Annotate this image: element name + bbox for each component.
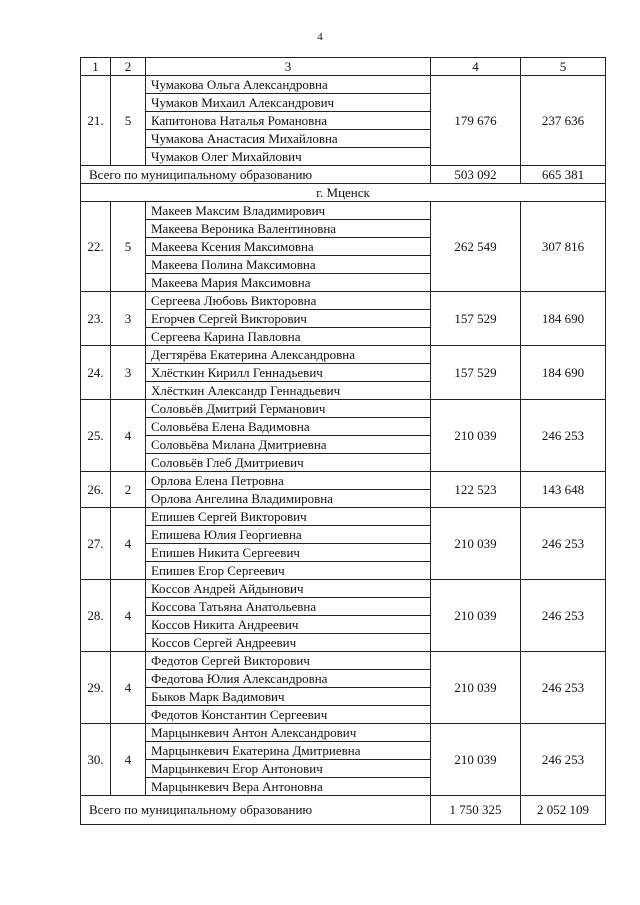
row-number: 27. [81, 508, 111, 580]
person-name: Чумаков Михаил Александрович [146, 94, 431, 112]
amount-col-4: 210 039 [431, 508, 521, 580]
table-row [81, 508, 606, 526]
person-name: Соловьёв Дмитрий Германович [146, 400, 431, 418]
table-row [81, 652, 606, 670]
row-number: 26. [81, 472, 111, 508]
person-name: Чумаков Олег Михайлович [146, 148, 431, 166]
table-row [81, 346, 606, 364]
table-body-main [81, 202, 606, 796]
row-number: 28. [81, 580, 111, 652]
table-body-totals [81, 166, 606, 202]
table-row [81, 580, 606, 598]
header-row [81, 58, 606, 76]
person-name: Коссов Сергей Андреевич [146, 634, 431, 652]
family-size: 4 [111, 724, 146, 796]
person-name: Орлова Елена Петровна [146, 472, 431, 490]
amount-col-5: 246 253 [521, 580, 606, 652]
final-total-value-5: 2 052 109 [521, 796, 606, 825]
person-name: Сергеева Карина Павловна [146, 328, 431, 346]
amount-col-5: 246 253 [521, 652, 606, 724]
amount-col-4: 122 523 [431, 472, 521, 508]
person-name: Федотова Юлия Александровна [146, 670, 431, 688]
table-body-before [81, 76, 606, 166]
amount-col-5: 246 253 [521, 724, 606, 796]
person-name: Соловьёв Глеб Дмитриевич [146, 454, 431, 472]
person-name: Коссов Андрей Айдынович [146, 580, 431, 598]
row-number: 22. [81, 202, 111, 292]
person-name: Сергеева Любовь Викторовна [146, 292, 431, 310]
table-row [81, 472, 606, 490]
page-number: 4 [317, 31, 323, 43]
person-name: Епишева Юлия Георгиевна [146, 526, 431, 544]
final-total-value-4: 1 750 325 [431, 796, 521, 825]
person-name: Макеева Вероника Валентиновна [146, 220, 431, 238]
amount-col-5: 307 816 [521, 202, 606, 292]
family-size: 4 [111, 508, 146, 580]
person-name: Егорчев Сергей Викторович [146, 310, 431, 328]
row-number: 30. [81, 724, 111, 796]
person-name: Макеева Мария Максимовна [146, 274, 431, 292]
table-row [81, 292, 606, 310]
person-name: Федотов Константин Сергеевич [146, 706, 431, 724]
row-number: 21. [81, 76, 111, 166]
table-row [81, 202, 606, 220]
person-name: Чумакова Анастасия Михайловна [146, 130, 431, 148]
header-col-1: 1 [81, 58, 111, 76]
amount-col-4: 210 039 [431, 580, 521, 652]
person-name: Марцынкевич Вера Антоновна [146, 778, 431, 796]
family-size: 4 [111, 652, 146, 724]
family-size: 3 [111, 346, 146, 400]
amount-col-4: 210 039 [431, 652, 521, 724]
family-size: 2 [111, 472, 146, 508]
person-name: Макеева Полина Максимовна [146, 256, 431, 274]
amount-col-4: 210 039 [431, 400, 521, 472]
header-col-2: 2 [111, 58, 146, 76]
person-name: Коссова Татьяна Анатольевна [146, 598, 431, 616]
row-number: 25. [81, 400, 111, 472]
family-size: 4 [111, 400, 146, 472]
person-name: Епишев Сергей Викторович [146, 508, 431, 526]
row-number: 24. [81, 346, 111, 400]
person-name: Дегтярёва Екатерина Александровна [146, 346, 431, 364]
person-name: Марцынкевич Антон Александрович [146, 724, 431, 742]
person-name: Епишев Егор Сергеевич [146, 562, 431, 580]
table-row [81, 76, 606, 94]
row-number: 23. [81, 292, 111, 346]
person-name: Соловьёва Елена Вадимовна [146, 418, 431, 436]
person-name: Быков Марк Вадимович [146, 688, 431, 706]
person-name: Марцынкевич Егор Антонович [146, 760, 431, 778]
amount-col-5: 237 636 [521, 76, 606, 166]
person-name: Чумакова Ольга Александровна [146, 76, 431, 94]
person-name: Капитонова Наталья Романовна [146, 112, 431, 130]
amount-col-4: 157 529 [431, 346, 521, 400]
total-value-5: 665 381 [521, 166, 606, 184]
person-name: Макеев Максим Владимирович [146, 202, 431, 220]
person-name: Хлёсткин Кирилл Геннадьевич [146, 364, 431, 382]
total-label: Всего по муниципальному образованию [81, 166, 431, 184]
table-body-final [81, 796, 606, 825]
person-name: Соловьёва Милана Дмитриевна [146, 436, 431, 454]
family-size: 3 [111, 292, 146, 346]
person-name: Орлова Ангелина Владимировна [146, 490, 431, 508]
amount-col-5: 246 253 [521, 400, 606, 472]
person-name: Федотов Сергей Викторович [146, 652, 431, 670]
row-number: 29. [81, 652, 111, 724]
table-row [81, 400, 606, 418]
amount-col-5: 143 648 [521, 472, 606, 508]
total-row-final [81, 796, 606, 825]
amount-col-4: 262 549 [431, 202, 521, 292]
total-row-before [81, 166, 606, 184]
city-name: г. Мценск [81, 184, 606, 202]
amount-col-4: 210 039 [431, 724, 521, 796]
person-name: Макеева Ксения Максимовна [146, 238, 431, 256]
amount-col-4: 157 529 [431, 292, 521, 346]
person-name: Коссов Никита Андреевич [146, 616, 431, 634]
family-size: 5 [111, 76, 146, 166]
person-name: Хлёсткин Александр Геннадьевич [146, 382, 431, 400]
final-total-label: Всего по муниципальному образованию [81, 796, 431, 825]
person-name: Епишев Никита Сергеевич [146, 544, 431, 562]
amount-col-5: 184 690 [521, 292, 606, 346]
families-table [80, 57, 606, 825]
city-row [81, 184, 606, 202]
amount-col-4: 179 676 [431, 76, 521, 166]
amount-col-5: 184 690 [521, 346, 606, 400]
total-value-4: 503 092 [431, 166, 521, 184]
table-row [81, 724, 606, 742]
family-size: 5 [111, 202, 146, 292]
header-col-5: 5 [521, 58, 606, 76]
amount-col-5: 246 253 [521, 508, 606, 580]
header-col-3: 3 [146, 58, 431, 76]
family-size: 4 [111, 580, 146, 652]
header-col-4: 4 [431, 58, 521, 76]
person-name: Марцынкевич Екатерина Дмитриевна [146, 742, 431, 760]
